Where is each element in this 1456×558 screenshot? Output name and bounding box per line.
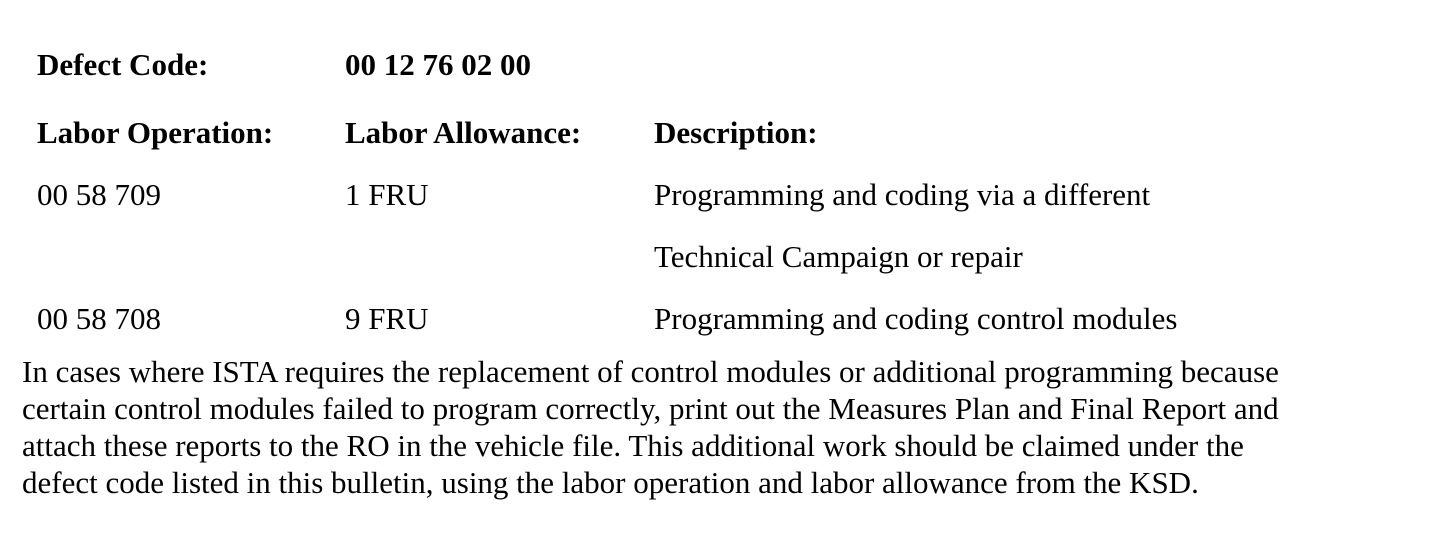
row-1-operation: 00 58 709 <box>37 177 161 212</box>
defect-code-value: 00 12 76 02 00 <box>345 47 531 82</box>
row-1-description-line-1: Programming and coding via a different <box>654 177 1151 212</box>
row-2-operation: 00 58 708 <box>37 301 161 336</box>
paragraph-line-4: defect code listed in this bulletin, using the labor operation and labor allowance from the KSD. <box>22 465 1199 500</box>
row-2-allowance: 9 FRU <box>345 301 429 336</box>
header-labor-operation: Labor Operation: <box>37 115 274 150</box>
claim-instructions-paragraph <box>22 353 1422 501</box>
paragraph-line-1: In cases where ISTA requires the replacement of control modules or additional programming because <box>22 354 1279 389</box>
header-description: Description: <box>654 115 818 150</box>
row-1-allowance: 1 FRU <box>345 177 429 212</box>
paragraph-line-3: attach these reports to the RO in the vehicle file. This additional work should be claimed under the <box>22 428 1244 463</box>
row-2-description-line-1: Programming and coding control modules <box>654 301 1178 336</box>
row-1-description-line-2: Technical Campaign or repair <box>654 239 1023 274</box>
header-labor-allowance: Labor Allowance: <box>345 115 582 150</box>
defect-code-label: Defect Code: <box>37 47 209 82</box>
paragraph-line-2: certain control modules failed to program correctly, print out the Measures Plan and Final Report and <box>22 391 1279 426</box>
